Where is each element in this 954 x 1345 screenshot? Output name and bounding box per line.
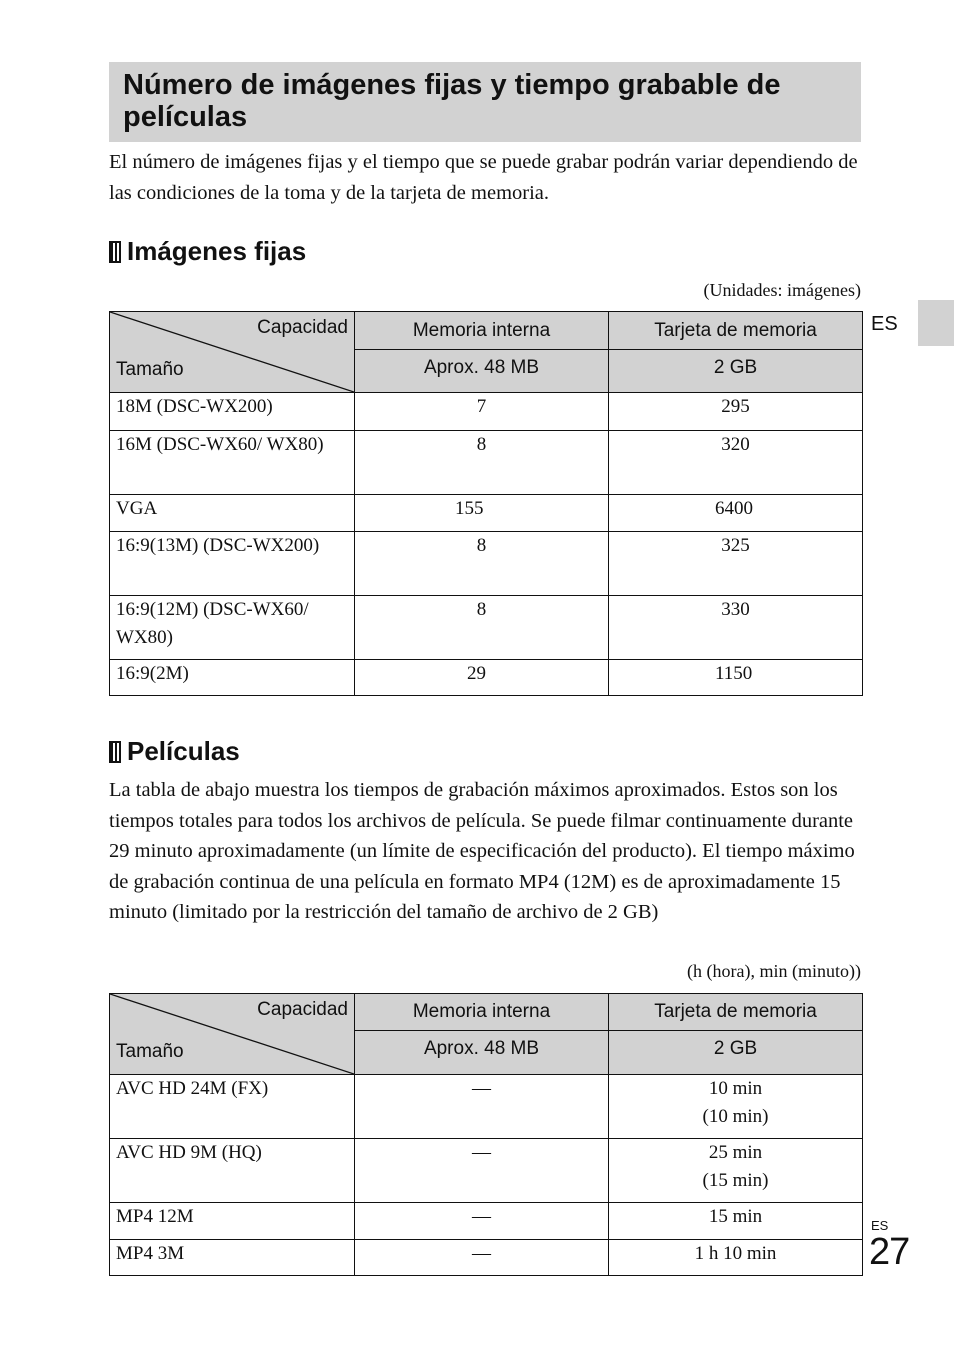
internal-cell: — [355,1240,609,1276]
card-time: 25 min [708,1142,763,1163]
internal-cell: 8 [355,431,609,495]
capacity-label: Capacidad [257,999,348,1020]
table-row [110,495,863,532]
movies-paragraph: La tabla de abajo muestra los tiempos de grabación máximos aproximados. Estos son los tiempos totales para todos los archivos de película. Se puede filmar continuamente durante 29 minuto aproximadamente (un límite de especificación del producto). El tiempo máximo de grabación continua de una película en formato MP4 (12M) es de aproximadamente 15 minuto (limitado por la restricción del tamaño de archivo de 2 GB) [109,779,855,923]
col-card-subheader: 2 GB [609,350,863,393]
language-side-tab [918,300,954,346]
size-cell: 18M (DSC-WX200) [110,393,355,431]
table-row [110,1240,863,1276]
stills-units: (Unidades: imágenes) [703,280,861,300]
col-card-header: Tarjeta de memoria [609,312,863,350]
col-internal-header: Memoria interna [355,994,609,1031]
size-cell: 16:9(13M) (DSC-WX200) [110,532,355,596]
page-title: Número de imágenes fijas y tiempo grabable de películas [123,69,781,133]
size-cell: 16M (DSC-WX60/ WX80) [110,431,355,495]
side-language-label: ES [871,313,898,335]
col-internal-header: Memoria interna [355,312,609,350]
size-cell: MP4 3M [110,1240,355,1276]
section-marker-icon [109,741,121,763]
movies-heading-text: Películas [127,736,240,766]
size-label: Tamaño [116,1041,184,1062]
intro-paragraph: El número de imágenes fijas y el tiempo que se puede grabar podrán variar dependiendo de las condiciones de la toma y de la tarjeta de memoria. [109,151,858,204]
card-cell: 295 [609,393,863,431]
capacity-label: Capacidad [257,317,348,338]
page-number: 27 [869,1231,910,1273]
card-continuous-time: (10 min) [702,1106,769,1127]
stills-table [109,311,863,696]
internal-cell: 8 [355,532,609,596]
col-internal-subheader: Aprox. 48 MB [355,1031,609,1075]
page-language-label: ES [871,1218,889,1233]
card-continuous-time: (15 min) [702,1170,769,1191]
table-corner-header [110,312,355,393]
stills-heading [109,236,306,267]
internal-cell: — [355,1139,609,1203]
internal-cell: 8 [355,596,609,660]
table-row [110,431,863,495]
card-cell: 325 [609,532,863,596]
table-row [110,660,863,696]
card-cell: 1 h 10 min [609,1240,863,1276]
card-time: 10 min [708,1078,763,1099]
size-cell: 16:9(2M) [110,660,355,696]
table-row [110,532,863,596]
size-cell: AVC HD 9M (HQ) [110,1139,355,1203]
internal-cell: 7 [355,393,609,431]
size-cell: MP4 12M [110,1203,355,1240]
size-label: Tamaño [116,359,184,380]
size-cell: VGA [110,495,355,532]
size-cell: 16:9(12M) (DSC-WX60/ WX80) [110,596,355,660]
table-corner-header [110,994,355,1075]
table-row [110,1075,863,1139]
title-banner [109,62,861,142]
movies-units: (h (hora), min (minuto)) [687,961,861,981]
size-cell: AVC HD 24M (FX) [110,1075,355,1139]
table-row [110,393,863,431]
movies-table [109,993,863,1276]
internal-cell: 155 [355,495,609,532]
movies-heading [109,736,240,767]
col-internal-subheader: Aprox. 48 MB [355,350,609,393]
table-row [110,596,863,660]
stills-heading-text: Imágenes fijas [127,236,307,266]
table-row [110,1139,863,1203]
table-row [110,1203,863,1240]
card-cell [609,1139,863,1203]
col-card-subheader: 2 GB [609,1031,863,1075]
card-cell: 6400 [609,495,863,532]
card-cell: 1150 [609,660,863,696]
internal-cell: — [355,1075,609,1139]
section-marker-icon [109,241,121,263]
card-cell [609,1075,863,1139]
internal-cell: — [355,1203,609,1240]
card-cell: 320 [609,431,863,495]
col-card-header: Tarjeta de memoria [609,994,863,1031]
card-cell: 15 min [609,1203,863,1240]
card-cell: 330 [609,596,863,660]
internal-cell: 29 [355,660,609,696]
